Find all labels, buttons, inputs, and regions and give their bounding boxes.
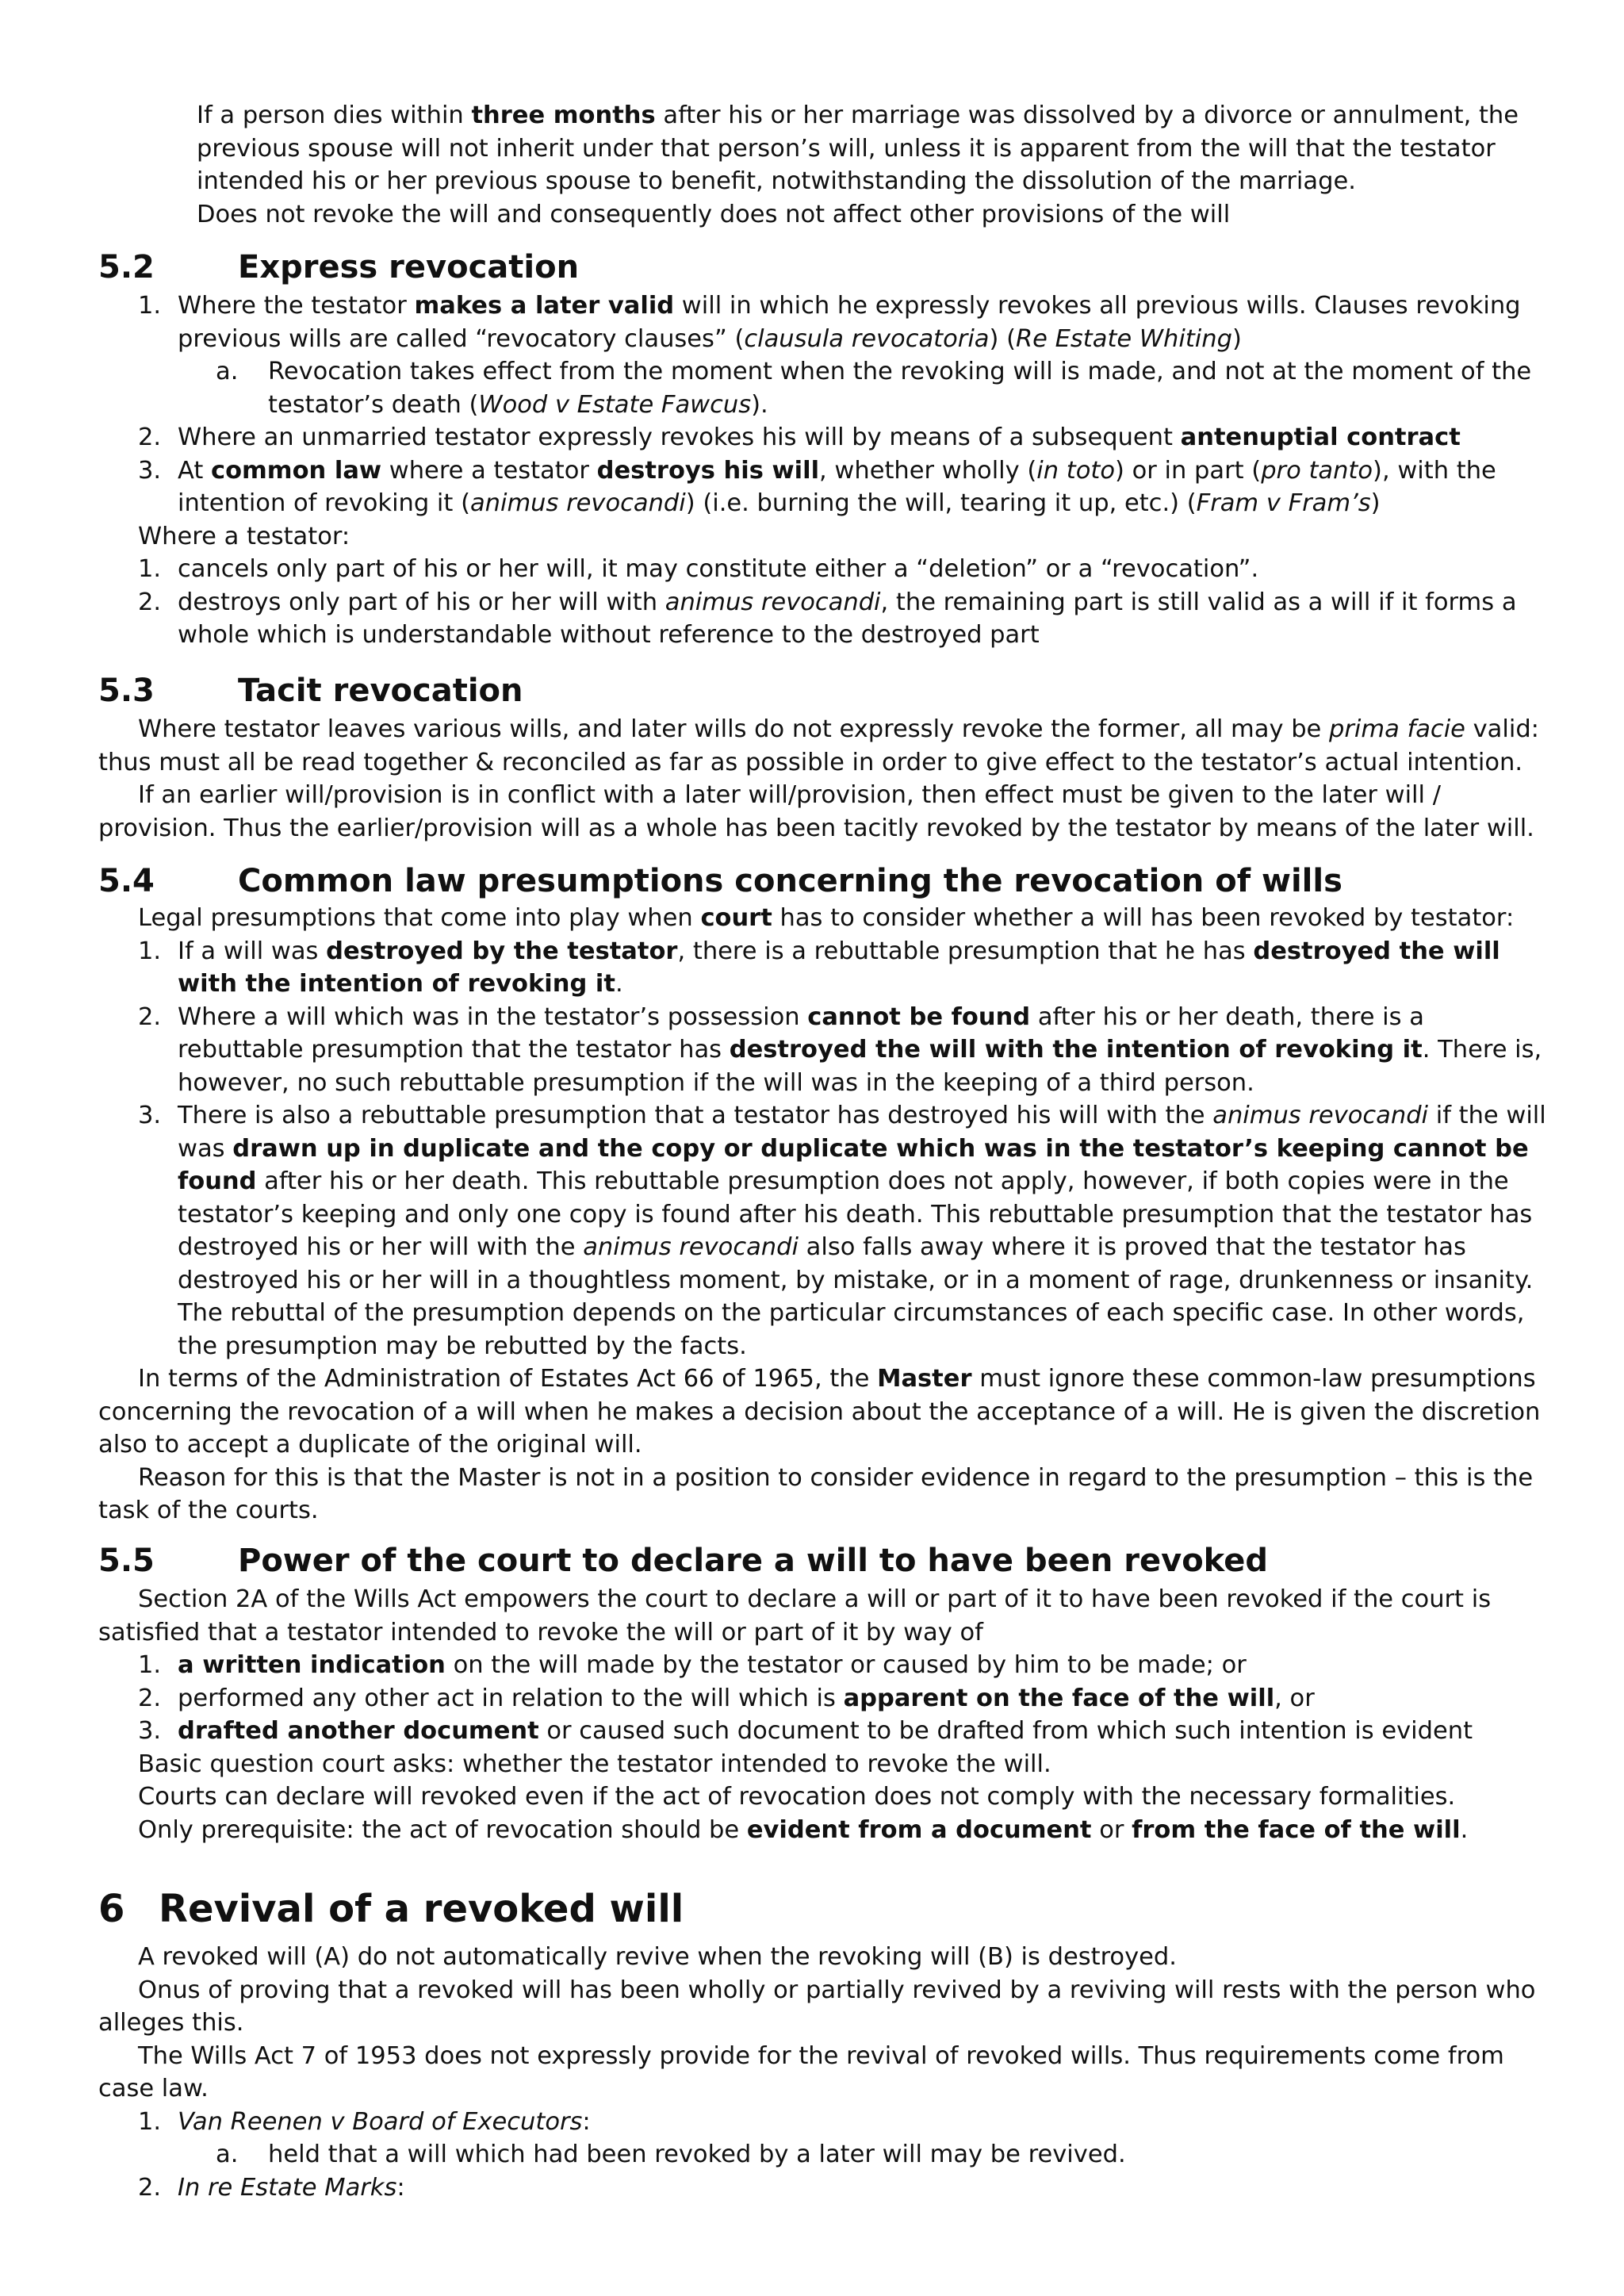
list-item [138, 1715, 1624, 1748]
list-number: 2. [138, 1684, 162, 1712]
section-heading-5-4 [98, 861, 1342, 901]
text: If a will was [178, 937, 327, 965]
list-item [138, 2106, 1624, 2139]
text: cancels only part of his or her will, it may constitute either a “deletion” or a “revocation”. [178, 555, 1259, 583]
bold-text: evident from a document [746, 1815, 1092, 1844]
list-item [138, 1682, 1624, 1715]
bold-text: destroyed the will with the intention of revoking it [729, 1036, 1423, 1064]
text: Where an unmarried testator expressly revokes his will by means of a subsequent [178, 424, 1181, 451]
list-number: 2. [138, 2173, 162, 2202]
text: on the will made by the testator or caused by him to be made; or [445, 1651, 1247, 1679]
bold-text: common law [210, 456, 382, 485]
text: In terms of the Administration of Estates Act 66 of 1965, the [138, 1365, 878, 1393]
list-letter: a. [216, 358, 239, 385]
text: : [582, 2107, 591, 2136]
italic-text: clausula revocatoria [744, 324, 990, 353]
list-item [138, 586, 1624, 652]
body-paragraph: Section 2A of the Wills Act empowers the court to declare a will or part of it to have been revoked if the court is satisfied that a testator intended to revoke the will or part of it by way of [98, 1585, 1492, 1646]
section-number: 5.4 [98, 863, 155, 899]
list-item [138, 421, 1624, 454]
list-item [138, 553, 1624, 586]
body-paragraph: A revoked will (A) do not automatically revive when the revoking will (B) is destroyed. [138, 1943, 1177, 1971]
text: At [178, 456, 211, 485]
chapter-6-body [0, 1941, 1624, 2204]
case-name: Re Estate Whiting [1015, 324, 1232, 353]
section-5-3-body [0, 713, 1624, 845]
italic-text: animus revocandi [1212, 1102, 1429, 1129]
section-title: Express revocation [238, 249, 580, 286]
text: If a person dies within [197, 102, 472, 129]
text: . There is, however, no such rebuttable presumption if the will was in the keeping of a third person. [178, 1036, 1542, 1097]
text: ) (i.e. burning the will, tearing it up, etc.) ( [685, 489, 1197, 517]
list-number: 3. [138, 1102, 162, 1129]
list-subitem [216, 2138, 1624, 2171]
section-heading-5-3 [98, 671, 523, 711]
section-number: 5.3 [98, 673, 155, 709]
text: held that a will which had been revoked by a later will may be revived. [268, 2141, 1126, 2168]
section-5-4-body [0, 902, 1624, 1527]
list-item [138, 935, 1624, 1001]
italic-text: in toto [1036, 456, 1116, 485]
chapter-number: 6 [98, 1887, 125, 1931]
section-title: Tacit revocation [238, 673, 523, 709]
list-number: 2. [138, 588, 162, 616]
section-5-2-body [0, 289, 1624, 652]
italic-text: animus revocandi [665, 588, 881, 616]
text: after his or her death, there is a rebuttable presumption that the testator has [178, 1002, 1424, 1064]
bold-text: cannot be found [807, 1002, 1031, 1031]
list-item [138, 454, 1624, 520]
body-paragraph: The Wills Act 7 of 1953 does not expressly provide for the revival of revoked wills. Thus requirements come from case law. [98, 2041, 1504, 2102]
text: or [1091, 1815, 1132, 1844]
body-paragraph: Reason for this is that the Master is not in a position to consider evidence in regard to the presumption – this is the task of the courts. [98, 1463, 1534, 1524]
text: , or [1274, 1684, 1315, 1712]
list-number: 1. [138, 555, 162, 583]
bold-text: Master [877, 1365, 972, 1393]
text: destroys only part of his or her will with [178, 588, 665, 616]
list-number: 1. [138, 2107, 162, 2136]
text: after his or her death. This rebuttable presumption does not apply, however, if both copies were in the testator’s keeping and only one copy is found after his death. This rebuttable presumption that the testator has destroyed his or her will with the [178, 1167, 1533, 1261]
body-paragraph: If an earlier will/provision is in conflict with a later will/provision, then effect must be given to the later will / provision. Thus the earlier/provision will as a whole has been tacitly revoked by the testator by means of the later will. [98, 781, 1534, 842]
text: ) ( [989, 324, 1016, 353]
section-heading-5-2 [98, 247, 579, 287]
list-item [138, 2171, 1624, 2205]
text: or caused such document to be drafted from which such intention is evident [538, 1717, 1473, 1745]
text: ). [751, 390, 768, 419]
text: also falls away where it is proved that the testator has destroyed his or her will in a thoughtless moment, by mistake, or in a moment of rage, drunkenness or insanity. The rebuttal of the presumption depends on the particular circumstances of each specific case. In other words, the presumption may be rebutted by the facts. [178, 1233, 1534, 1360]
body-line [138, 1814, 1624, 1847]
text: Revocation takes effect from the moment when the revoking will is made, and not at the moment of the testator’s death ( [268, 358, 1532, 419]
bold-text: drawn up in duplicate and the copy or duplicate which was in the testator’s keeping cannot be found [178, 1134, 1529, 1195]
text: . [615, 970, 623, 998]
section-heading-5-5 [98, 1541, 1268, 1581]
body-paragraph [138, 902, 1624, 935]
list-number: 2. [138, 424, 162, 451]
bold-text: drafted another document [178, 1717, 539, 1745]
text: if the will was [178, 1102, 1546, 1163]
case-name: Wood v Estate Fawcus [478, 390, 752, 419]
list-number: 2. [138, 1002, 162, 1031]
text: Where a will which was in the testator’s possession [178, 1002, 808, 1031]
bold-text: from the face of the will [1132, 1815, 1461, 1844]
text: performed any other act in relation to the will which is [178, 1684, 844, 1712]
list-number: 1. [138, 1651, 162, 1679]
list-number: 3. [138, 456, 162, 485]
text: after his or her marriage was dissolved by a divorce or annulment, the previous spouse will not inherit under that person’s will, unless it is apparent from the will that the testator intended his or her previous spouse to benefit, notwithstanding the dissolution of the marriage. [197, 102, 1519, 195]
section-title: Common law presumptions concerning the revocation of wills [238, 863, 1342, 899]
body-paragraph [98, 713, 1624, 779]
text: Legal presumptions that come into play when [138, 904, 701, 932]
body-line: Courts can declare will revoked even if the act of revocation does not comply with the necessary formalities. [138, 1783, 1456, 1811]
intro-section [0, 99, 1624, 231]
list-item [138, 1099, 1624, 1363]
list-number: 1. [138, 292, 162, 320]
bold-text: destroys his will [596, 456, 820, 485]
bold-text: court [700, 904, 772, 932]
italic-text: animus revocandi [583, 1233, 799, 1261]
text: ) or in part ( [1115, 456, 1262, 485]
text: , whether wholly ( [819, 456, 1037, 485]
bold-text: apparent on the face of the will [843, 1684, 1275, 1712]
text: has to consider whether a will has been revoked by testator: [772, 904, 1515, 932]
text: There is also a rebuttable presumption that a testator has destroyed his will with the [178, 1102, 1213, 1129]
text: must ignore these common-law presumptions concerning the revocation of a will when he makes a decision about the acceptance of a will. He is given the discretion also to accept a duplicate of the original will. [98, 1365, 1541, 1458]
body-line: Basic question court asks: whether the testator intended to revoke the will. [138, 1750, 1051, 1778]
list-item [138, 1649, 1624, 1682]
text: valid: thus must all be read together & reconciled as far as possible in order to give effect to the testator’s actual intention. [98, 715, 1539, 776]
text: ), with the intention of revoking it ( [178, 456, 1496, 517]
list-item [138, 289, 1624, 355]
section-number: 5.5 [98, 1543, 155, 1579]
list-subitem [216, 355, 1624, 421]
body-paragraph [98, 1363, 1624, 1462]
bold-text: three months [471, 102, 656, 129]
text: ) [1370, 489, 1381, 517]
case-name: Van Reenen v Board of Executors [178, 2107, 583, 2136]
italic-text: pro tanto [1261, 456, 1373, 485]
section-title: Power of the court to declare a will to have been revoked [238, 1543, 1268, 1579]
chapter-heading-6 [98, 1885, 684, 1933]
text: , the remaining part is still valid as a will if it forms a whole which is understandable without reference to the destroyed part [178, 588, 1517, 649]
intro-paragraph: Does not revoke the will and consequently does not affect other provisions of the will [197, 200, 1231, 228]
italic-text: animus revocandi [469, 489, 686, 517]
chapter-title: Revival of a revoked will [159, 1887, 684, 1931]
list-number: 1. [138, 937, 162, 965]
italic-text: prima facie [1329, 715, 1465, 743]
section-number: 5.2 [98, 249, 155, 286]
text: . [1460, 1815, 1469, 1844]
text: : [396, 2173, 405, 2202]
list-letter: a. [216, 2141, 239, 2168]
text: ) [1231, 324, 1242, 353]
text: where a testator [381, 456, 597, 485]
text: , there is a rebuttable presumption that he has [677, 937, 1254, 965]
text: Where testator leaves various wills, and later wills do not expressly revoke the former, all may be [138, 715, 1330, 743]
text: will in which he expressly revokes all previous wills. Clauses revoking previous wills are called “revocatory clauses” ( [178, 292, 1521, 353]
list-item [138, 1001, 1624, 1100]
intro-paragraph [197, 99, 1624, 198]
list-lead: Where a testator: [138, 522, 350, 550]
bold-text: destroyed by the testator [326, 937, 678, 965]
case-name: Fram v Fram’s [1196, 489, 1371, 517]
bold-text: antenuptial contract [1180, 424, 1461, 451]
text: Only prerequisite: the act of revocation should be [138, 1815, 747, 1844]
list-number: 3. [138, 1717, 162, 1745]
bold-text: a written indication [178, 1651, 446, 1679]
text: Where the testator [178, 292, 415, 320]
case-name: In re Estate Marks [178, 2173, 397, 2202]
bold-text: destroyed the will with the intention of revoking it [178, 937, 1500, 998]
section-5-5-body [0, 1583, 1624, 1846]
body-paragraph: Onus of proving that a revoked will has been wholly or partially revived by a reviving will rests with the person who alleges this. [98, 1976, 1536, 2037]
bold-text: makes a later valid [414, 292, 675, 320]
